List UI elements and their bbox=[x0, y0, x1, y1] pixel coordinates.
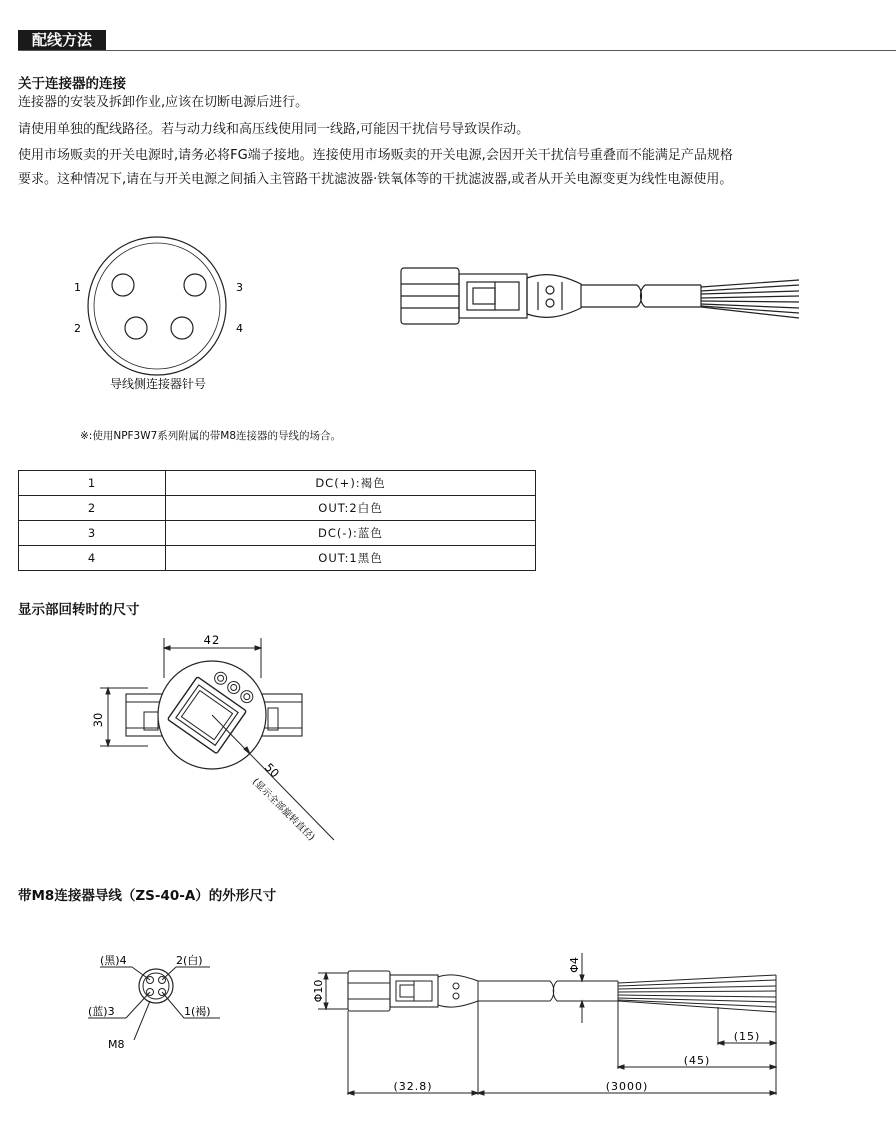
dim-label-32-8: (32.8) bbox=[393, 1080, 433, 1093]
pin-signal-cell: OUT:1黑色 bbox=[166, 546, 536, 571]
section-title: 配线方法 bbox=[18, 30, 106, 51]
pin-table-note: ※:使用NPF3W7系列附属的带M8连接器的导线的场合。 bbox=[80, 430, 342, 442]
dim-label-30: 30 bbox=[91, 712, 105, 728]
table-row bbox=[19, 521, 536, 546]
rotation-dimension-drawing bbox=[88, 628, 348, 858]
label-blue-3: (蓝)3 bbox=[88, 1005, 115, 1018]
diameter-note: (显示全部旋转直径) bbox=[249, 776, 317, 844]
pin-signal-cell: OUT:2白色 bbox=[166, 496, 536, 521]
pin-label-1: 1 bbox=[74, 281, 81, 294]
connector-outer-circle bbox=[88, 237, 226, 375]
connector-paragraph-3: 使用市场贩卖的开关电源时,请务必将FG端子接地。连接使用市场贩卖的开关电源,会因开关干扰信号重叠而不能满足产品规格 bbox=[18, 148, 733, 163]
connector-inner-circle bbox=[94, 243, 220, 369]
table-row bbox=[19, 546, 536, 571]
pin-diagram-caption: 导线侧连接器针号 bbox=[109, 377, 207, 391]
connector-paragraph-1: 连接器的安装及拆卸作业,应该在切断电源后进行。 bbox=[18, 95, 309, 110]
pin-number-cell: 1 bbox=[19, 471, 166, 496]
cable-dimension-drawing bbox=[300, 945, 800, 1105]
dim-label-45: (45) bbox=[683, 1054, 711, 1067]
pin-face-diagram bbox=[60, 220, 260, 400]
pin-hole-4 bbox=[171, 317, 193, 339]
pin-number-cell: 2 bbox=[19, 496, 166, 521]
m8-end-view bbox=[80, 940, 240, 1060]
label-black-4: (黑)4 bbox=[100, 954, 127, 967]
pin-signal-cell: DC(-):蓝色 bbox=[166, 521, 536, 546]
pin-label-4: 4 bbox=[236, 322, 243, 335]
label-brown-1: 1(褐) bbox=[184, 1005, 211, 1018]
pin-label-3: 3 bbox=[236, 281, 243, 294]
table-row bbox=[19, 496, 536, 521]
pin-number-cell: 3 bbox=[19, 521, 166, 546]
dim-label-42: 42 bbox=[203, 633, 221, 647]
cable-side-drawing bbox=[395, 260, 815, 340]
dim-label-3000: (3000) bbox=[605, 1080, 649, 1093]
pin-label-2: 2 bbox=[74, 322, 81, 335]
dim-label-50: 50 bbox=[261, 760, 283, 781]
section-rule bbox=[18, 50, 896, 51]
label-white-2: 2(白) bbox=[176, 954, 203, 967]
cable-heading: 带M8连接器导线（ZS-40-A）的外形尺寸 bbox=[18, 888, 277, 904]
pin-hole-2 bbox=[125, 317, 147, 339]
pin-hole-1 bbox=[112, 274, 134, 296]
rotation-heading: 显示部回转时的尺寸 bbox=[18, 602, 140, 618]
dim-label-15: (15) bbox=[733, 1030, 761, 1043]
pin-number-cell: 4 bbox=[19, 546, 166, 571]
cable-dim-nut bbox=[348, 971, 390, 1011]
dim-label-phi4: Φ4 bbox=[568, 957, 581, 973]
cable-body bbox=[459, 274, 527, 318]
table-row bbox=[19, 471, 536, 496]
cable-dim-boot bbox=[438, 975, 478, 1007]
connector-paragraph-4: 要求。这种情况下,请在与开关电源之间插入主管路干扰滤波器·铁氧体等的干扰滤波器,或者从开关电源变更为线性电源使用。 bbox=[18, 172, 733, 187]
pin-signal-cell: DC(+):褐色 bbox=[166, 471, 536, 496]
connector-heading: 关于连接器的连接 bbox=[18, 76, 126, 92]
connector-paragraph-2: 请使用单独的配线路径。若与动力线和高压线使用同一线路,可能因干扰信号导致误作动。 bbox=[18, 122, 530, 137]
cable-boot bbox=[527, 275, 581, 318]
pin-hole-3 bbox=[184, 274, 206, 296]
dim-label-phi10: Φ10 bbox=[312, 979, 325, 1003]
pin-table bbox=[18, 470, 536, 571]
label-m8: M8 bbox=[108, 1038, 125, 1051]
